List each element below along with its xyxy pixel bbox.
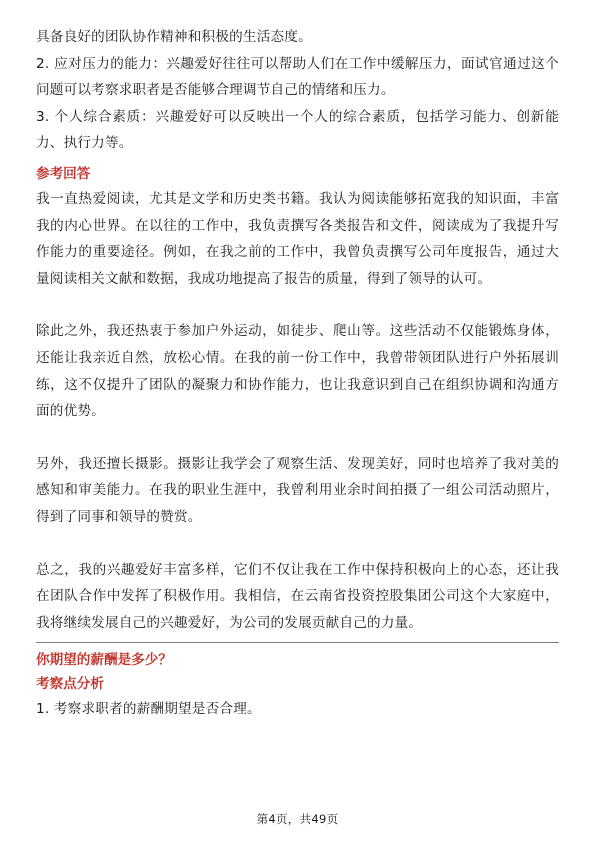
analysis-heading: 考察点分析: [36, 676, 104, 693]
intro-continuation-line: 具备良好的团队协作精神和积极的生活态度。: [36, 29, 312, 45]
point-overall-quality: 3. 个人综合素质：兴趣爱好可以反映出一个人的综合素质，包括学习能力、创新能力、执行力等。: [36, 108, 559, 152]
document-page: [36, 24, 559, 723]
paragraph-spacer: [36, 292, 559, 318]
paragraph-spacer: [36, 531, 559, 557]
answer-paragraph-outdoor: 除此之外，我还热衷于参加户外运动，如徒步、爬山等。这些活动不仅能锻炼身体，还能让我亲近自然，放松心情。在我的前一份工作中，我曾带领团队进行户外拓展训练，这不仅提升了团队的凝聚力和协作能力，也让我意识到自己在组织协调和沟通方面的优势。: [36, 323, 559, 420]
question-title: 你期望的薪酬是多少？: [36, 652, 172, 669]
section-divider: [36, 642, 559, 643]
answer-paragraph-photography: 另外，我还擅长摄影。摄影让我学会了观察生活、发现美好，同时也培养了我对美的感知和审美能力。在我的职业生涯中，我曾利用业余时间拍摄了一组公司活动照片，得到了同事和领导的赞赏。: [36, 455, 559, 525]
point-pressure-handling: 2. 应对压力的能力：兴趣爱好往往可以帮助人们在工作中缓解压力，面试官通过这个问题可以考察求职者是否能够合理调节自己的情绪和压力。: [36, 55, 559, 99]
answer-paragraph-summary: 总之，我的兴趣爱好丰富多样，它们不仅让我在工作中保持积极向上的心态，还让我在团队合作中发挥了积极作用。我相信，在云南省投资控股集团公司这个大家庭中，我将继续发展自己的兴趣爱好，为公司的发展贡献自己的力量。: [36, 561, 559, 631]
answer-paragraph-reading: 我一直热爱阅读，尤其是文学和历史类书籍。我认为阅读能够拓宽我的知识面，丰富我的内心世界。在以往的工作中，我负责撰写各类报告和文件，阅读成为了我提升写作能力的重要途径。例如，在我之前的工作中，我曾负责撰写公司年度报告，通过大量阅读相关文献和数据，我成功地提高了报告的质量，得到了领导的认可。: [36, 190, 559, 287]
analysis-point-1: 1. 考察求职者的薪酬期望是否合理。: [36, 701, 261, 718]
page-number-footer: 第4页，共49页: [256, 812, 339, 826]
reference-answer-heading: 参考回答: [36, 165, 91, 182]
paragraph-spacer: [36, 425, 559, 451]
